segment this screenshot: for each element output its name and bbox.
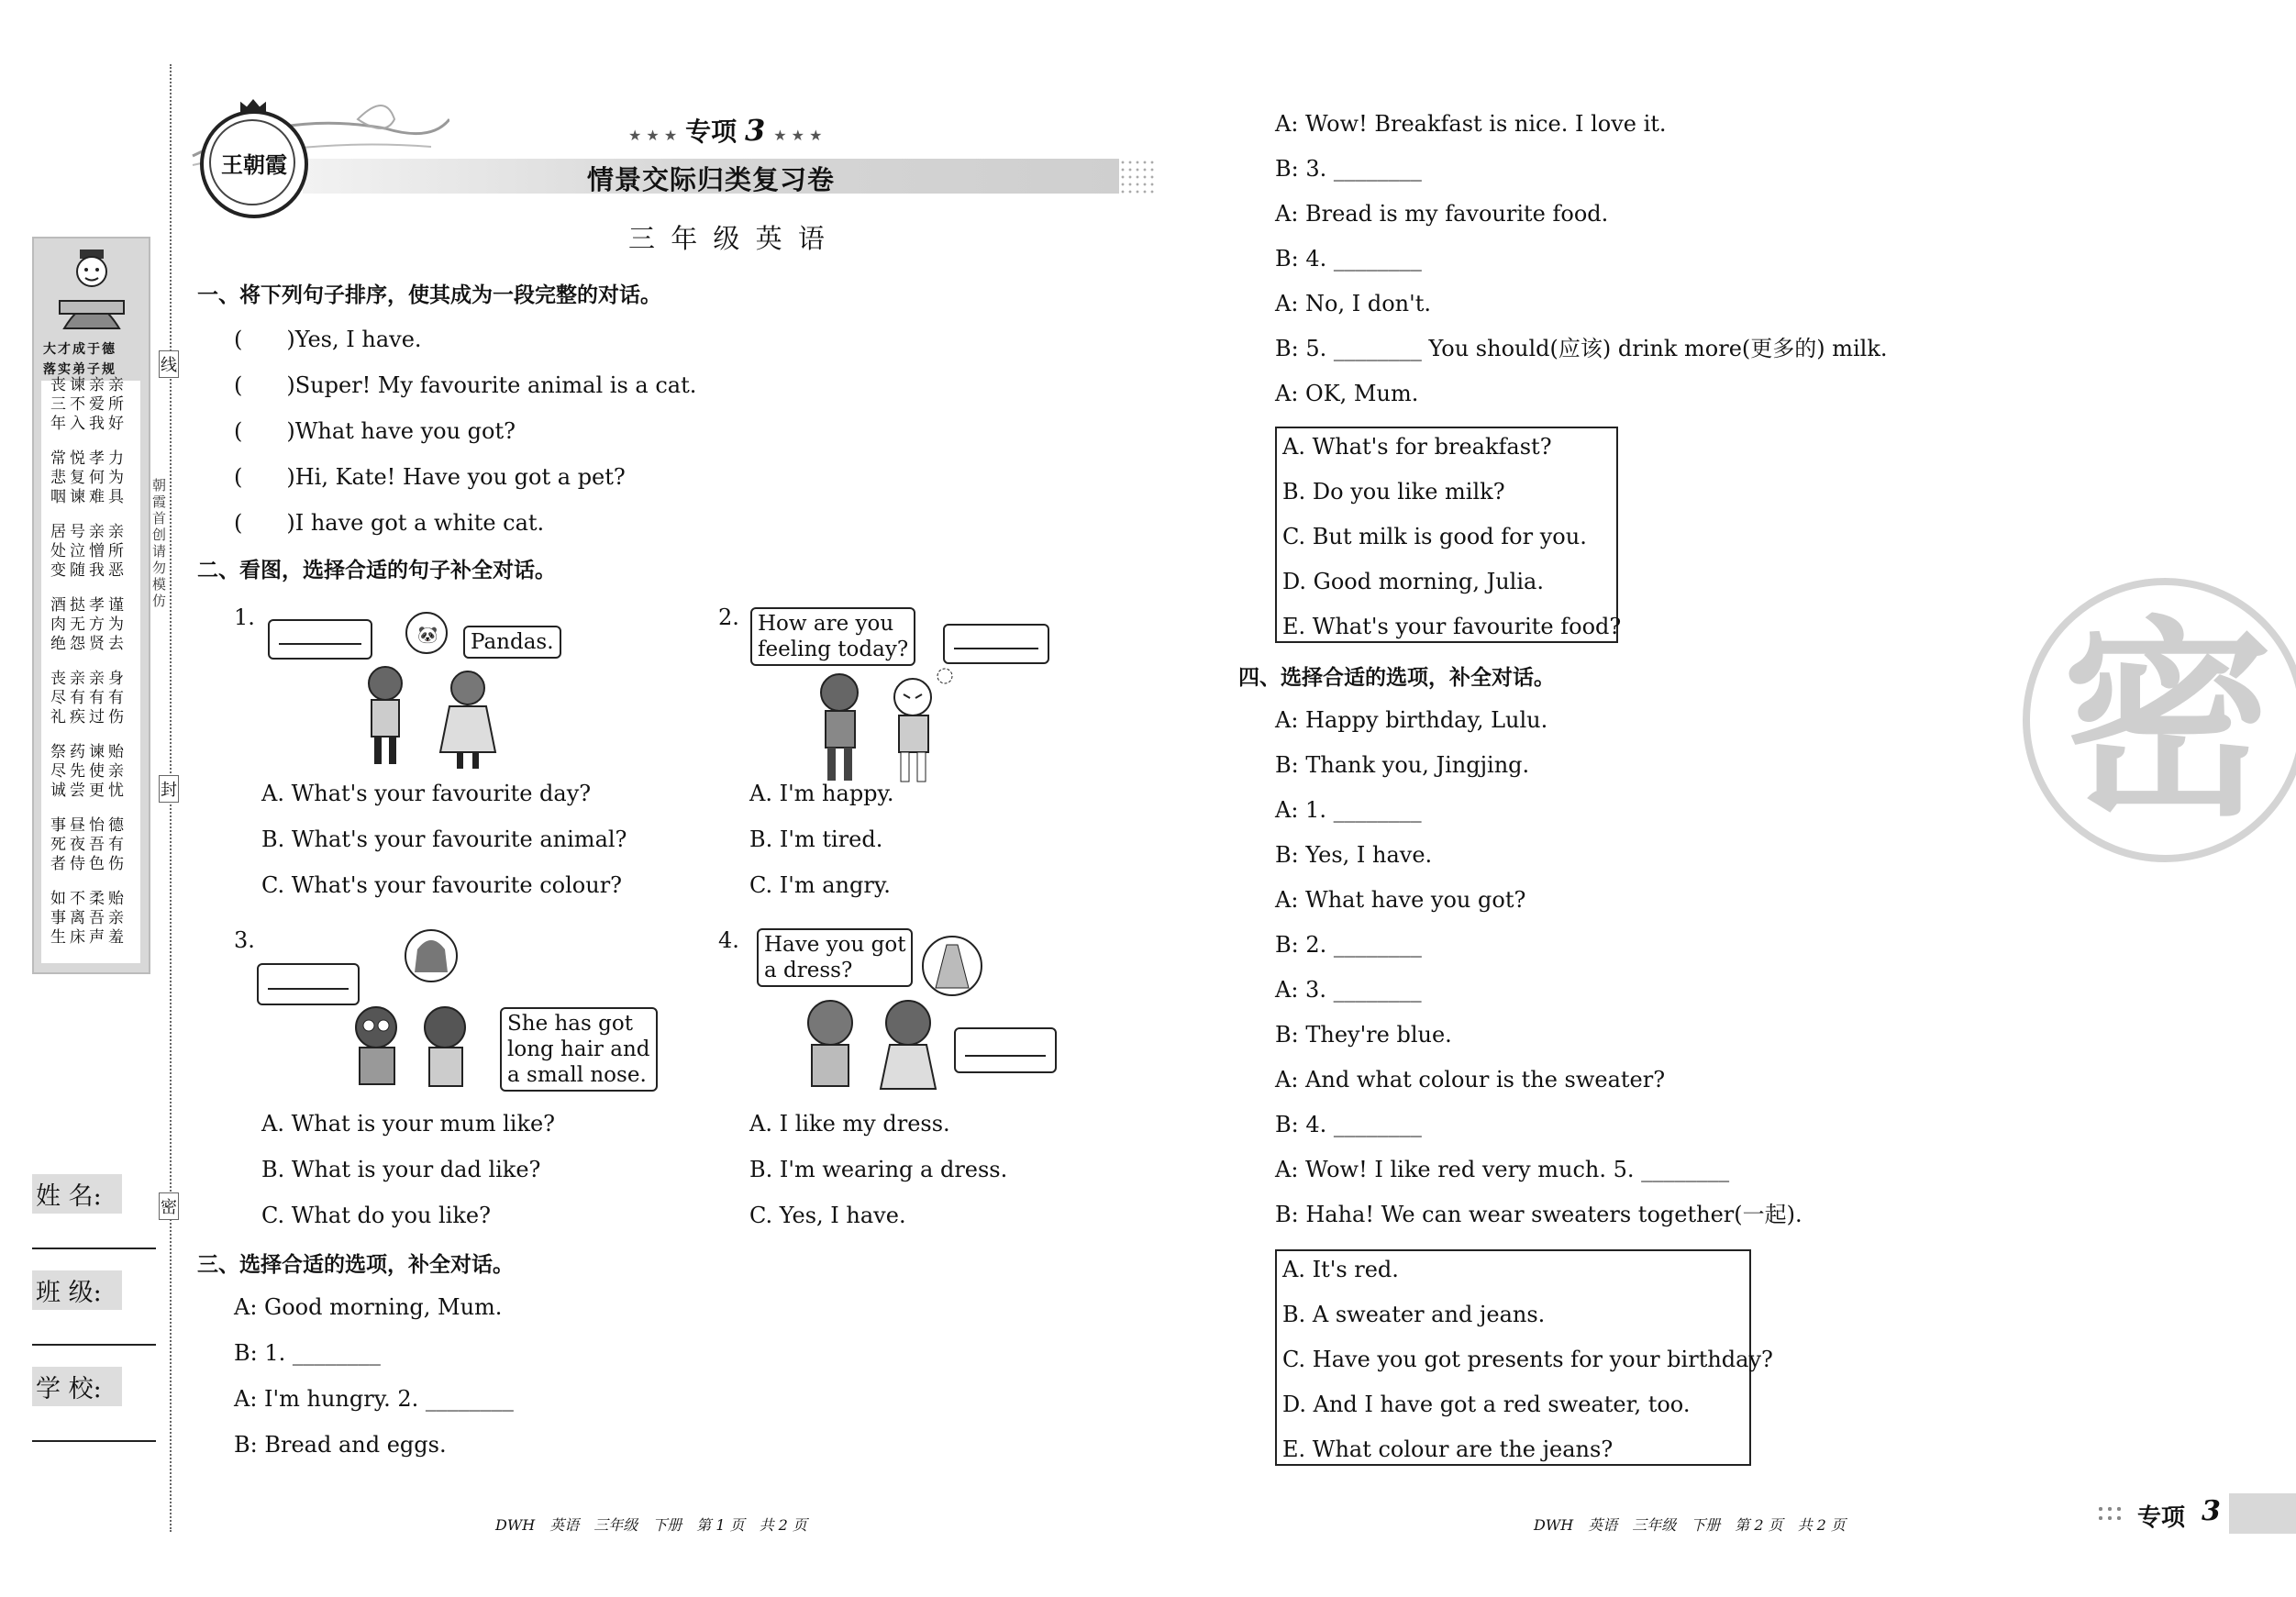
corner-tab: [2128, 1493, 2296, 1534]
corner-label: 专项: [2137, 1504, 2186, 1532]
section3-title: 三、选择合适的选项，补全对话。: [197, 1253, 514, 1277]
banner-title: 情景交际归类复习卷: [587, 164, 836, 195]
banner-dots: [1119, 159, 1156, 194]
dialogue-line: A: Wow! I like red very much. 5. ________: [1275, 1157, 1730, 1182]
q2-option: C. I'm angry.: [749, 872, 891, 898]
q1-option: B. What's your favourite animal?: [261, 826, 627, 852]
dialogue-line: A: 3. ________: [1275, 977, 1422, 1003]
dialogue-line: B: 5. ________ You should(应该) drink more(更多的) milk.: [1275, 336, 1888, 361]
section1-item: ( )I have got a white cat.: [234, 510, 545, 536]
q4-option: C. Yes, I have.: [749, 1203, 906, 1228]
dialogue-line: A: Wow! Breakfast is nice. I love it.: [1275, 111, 1667, 137]
section3-option: B. Do you like milk?: [1282, 479, 1505, 505]
section1-item: ( )Super! My favourite animal is a cat.: [234, 372, 697, 398]
q1-kids-illustration: [349, 605, 532, 771]
q2-bubble-line: How are you: [758, 612, 894, 636]
verse-line: 变随我恶: [50, 561, 128, 580]
q4-kids-illustration: [789, 931, 995, 1096]
section2-title: 二、看图，选择合适的句子补全对话。: [197, 559, 556, 582]
school-field[interactable]: [32, 1440, 156, 1442]
verse-line: 祭药谏贻: [50, 743, 128, 761]
q2-kids-illustration: [798, 665, 963, 784]
verse-line: 生床声羞: [50, 928, 128, 947]
q2-bubble: [750, 607, 915, 666]
section4-option: D. And I have got a red sweater, too.: [1282, 1392, 1691, 1417]
q3-bubble-line: She has got: [507, 1012, 633, 1036]
special-number: 3: [745, 113, 766, 148]
q3-option: A. What is your mum like?: [261, 1111, 556, 1137]
q2-answer-bubble: [943, 624, 1049, 664]
section4-option: E. What colour are the jeans?: [1282, 1436, 1614, 1462]
verse-line: 事昼怡德: [50, 816, 128, 835]
cut-mark-mi: 密: [159, 1192, 179, 1220]
cut-mark-feng: 封: [159, 775, 179, 803]
name-label: 姓 名:: [32, 1174, 122, 1214]
dialogue-line: A: Happy birthday, Lulu.: [1275, 707, 1548, 733]
sidebar-verses: [50, 376, 142, 948]
section3-option: A. What's for breakfast?: [1282, 434, 1552, 460]
section3-option: C. But milk is good for you.: [1282, 524, 1587, 549]
dialogue-line: B: Thank you, Jingjing.: [1275, 752, 1530, 778]
dialogue-line: A: And what colour is the sweater?: [1275, 1067, 1666, 1092]
verse-line: 肉无方为: [50, 616, 128, 634]
section1-item: ( )What have you got?: [234, 418, 516, 444]
cut-note-vertical: 朝霞首创 请勿模仿: [152, 477, 167, 609]
verse-line: 居号亲亲: [50, 523, 128, 541]
q3-option: B. What is your dad like?: [261, 1157, 541, 1182]
section4-option: A. It's red.: [1282, 1257, 1399, 1282]
dialogue-line: A: Bread is my favourite food.: [1275, 201, 1609, 227]
corner-dots: [2096, 1504, 2124, 1525]
section4-option: B. A sweater and jeans.: [1282, 1302, 1546, 1327]
verse-line: 年入我好: [50, 415, 128, 433]
q1-option: A. What's your favourite day?: [261, 781, 592, 806]
verse-line: 礼疾过伤: [50, 708, 128, 726]
q3-kids-illustration: [339, 926, 495, 1101]
verse-line: 丧谏亲亲: [50, 376, 128, 394]
q2-number: 2.: [718, 604, 739, 630]
stars-right: ★ ★ ★: [773, 127, 823, 144]
svg-text:🐼: 🐼: [417, 626, 438, 645]
dialogue-line: B: 3. ________: [1275, 156, 1422, 182]
dialogue-line: A: 1. ________: [1275, 797, 1422, 823]
secret-stamp: [2023, 578, 2296, 862]
verse-line: 悲复何为: [50, 469, 128, 487]
logo-badge: [200, 110, 308, 218]
q4-option: B. I'm wearing a dress.: [749, 1157, 1008, 1182]
q4-option: A. I like my dress.: [749, 1111, 950, 1137]
special-heading: [628, 112, 822, 149]
dialogue-line: B: 4. ________: [1275, 246, 1422, 272]
q1-bubble: Pandas.: [463, 626, 561, 659]
section1-item: ( )Yes, I have.: [234, 327, 422, 352]
verse-line: 诚尝更忧: [50, 782, 128, 800]
section3-option: E. What's your favourite food?: [1282, 614, 1622, 639]
verse-line: 者侍色伤: [50, 855, 128, 873]
section3-options-box: [1275, 427, 1622, 643]
dialogue-line: B: Yes, I have.: [1275, 842, 1433, 868]
dialogue-line: A: I'm hungry. 2. ________: [234, 1386, 514, 1412]
q4-bubble-line: Have you got: [764, 933, 906, 957]
scholar-illustration: [50, 246, 133, 338]
verse-line: 丧亲亲身: [50, 670, 128, 688]
verse-line: 事离吾亲: [50, 909, 128, 927]
cut-mark-xian: 线: [159, 350, 179, 378]
dialogue-line: A: What have you got?: [1275, 887, 1526, 913]
dialogue-line: B: They're blue.: [1275, 1022, 1452, 1048]
section4-title: 四、选择合适的选项，补全对话。: [1238, 666, 1555, 690]
verse-line: 酒挞孝谨: [50, 596, 128, 615]
name-field[interactable]: [32, 1248, 156, 1249]
corner-number: 3: [2202, 1495, 2221, 1527]
q1-number: 1.: [234, 604, 255, 630]
verse-line: 尽先使亲: [50, 762, 128, 781]
q3-bubble-line: a small nose.: [507, 1063, 647, 1087]
q3-number: 3.: [234, 927, 255, 953]
school-label: 学 校:: [32, 1367, 122, 1406]
q4-number: 4.: [718, 927, 739, 953]
q3-bubble-line: long hair and: [507, 1037, 650, 1061]
sidebar-motto-1: 大才成于德: [43, 342, 116, 357]
section4-options-box: [1275, 1249, 1773, 1466]
section1-item: ( )Hi, Kate! Have you got a pet?: [234, 464, 626, 490]
q2-option: A. I'm happy.: [749, 781, 894, 806]
dialogue-line: B: Bread and eggs.: [234, 1432, 447, 1458]
verse-line: 咽谏难具: [50, 488, 128, 506]
paper-subtitle: 三 年 级 英 语: [628, 223, 828, 254]
dialogue-line: A: OK, Mum.: [1275, 381, 1419, 406]
dialogue-line: B: 4. ________: [1275, 1112, 1422, 1137]
special-label: 专项: [685, 116, 738, 147]
q1-option: C. What's your favourite colour?: [261, 872, 623, 898]
q2-option: B. I'm tired.: [749, 826, 883, 852]
verse-line: 尽有有有: [50, 689, 128, 707]
section1-title: 一、将下列句子排序，使其成为一段完整的对话。: [197, 283, 661, 307]
dialogue-line: B: Haha! We can wear sweaters together(一起).: [1275, 1202, 1802, 1227]
stamp-character: 密: [2062, 600, 2274, 845]
dialogue-line: B: 2. ________: [1275, 932, 1422, 958]
verse-line: 常悦孝力: [50, 449, 128, 468]
q2-bubble-line: feeling today?: [758, 638, 909, 661]
sidebar-motto-2: 落实弟子规: [43, 362, 116, 377]
q4-bubble-line: a dress?: [764, 959, 853, 982]
q3-bubble: [500, 1007, 658, 1092]
verse-line: 死夜吾有: [50, 836, 128, 854]
section3-option: D. Good morning, Julia.: [1282, 569, 1544, 594]
verse-line: 处泣憎所: [50, 542, 128, 560]
stars-left: ★ ★ ★: [628, 127, 678, 144]
verse-line: 三不爱所: [50, 395, 128, 414]
dialogue-line: A: Good morning, Mum.: [234, 1294, 503, 1320]
logo-text: 王朝霞: [221, 151, 287, 178]
verse-line: 如不柔贻: [50, 890, 128, 908]
class-label: 班 级:: [32, 1270, 122, 1310]
section4-option: C. Have you got presents for your birthday?: [1282, 1347, 1773, 1372]
verse-line: 绝怨贤去: [50, 635, 128, 653]
footer-right: DWH 英语 三年级 下册 第 2 页 共 2 页: [1534, 1516, 1846, 1534]
q3-option: C. What do you like?: [261, 1203, 491, 1228]
class-field[interactable]: [32, 1344, 156, 1346]
footer-left: DWH 英语 三年级 下册 第 1 页 共 2 页: [495, 1516, 807, 1534]
dialogue-line: B: 1. ________: [234, 1340, 381, 1366]
dialogue-line: A: No, I don't.: [1275, 291, 1432, 316]
